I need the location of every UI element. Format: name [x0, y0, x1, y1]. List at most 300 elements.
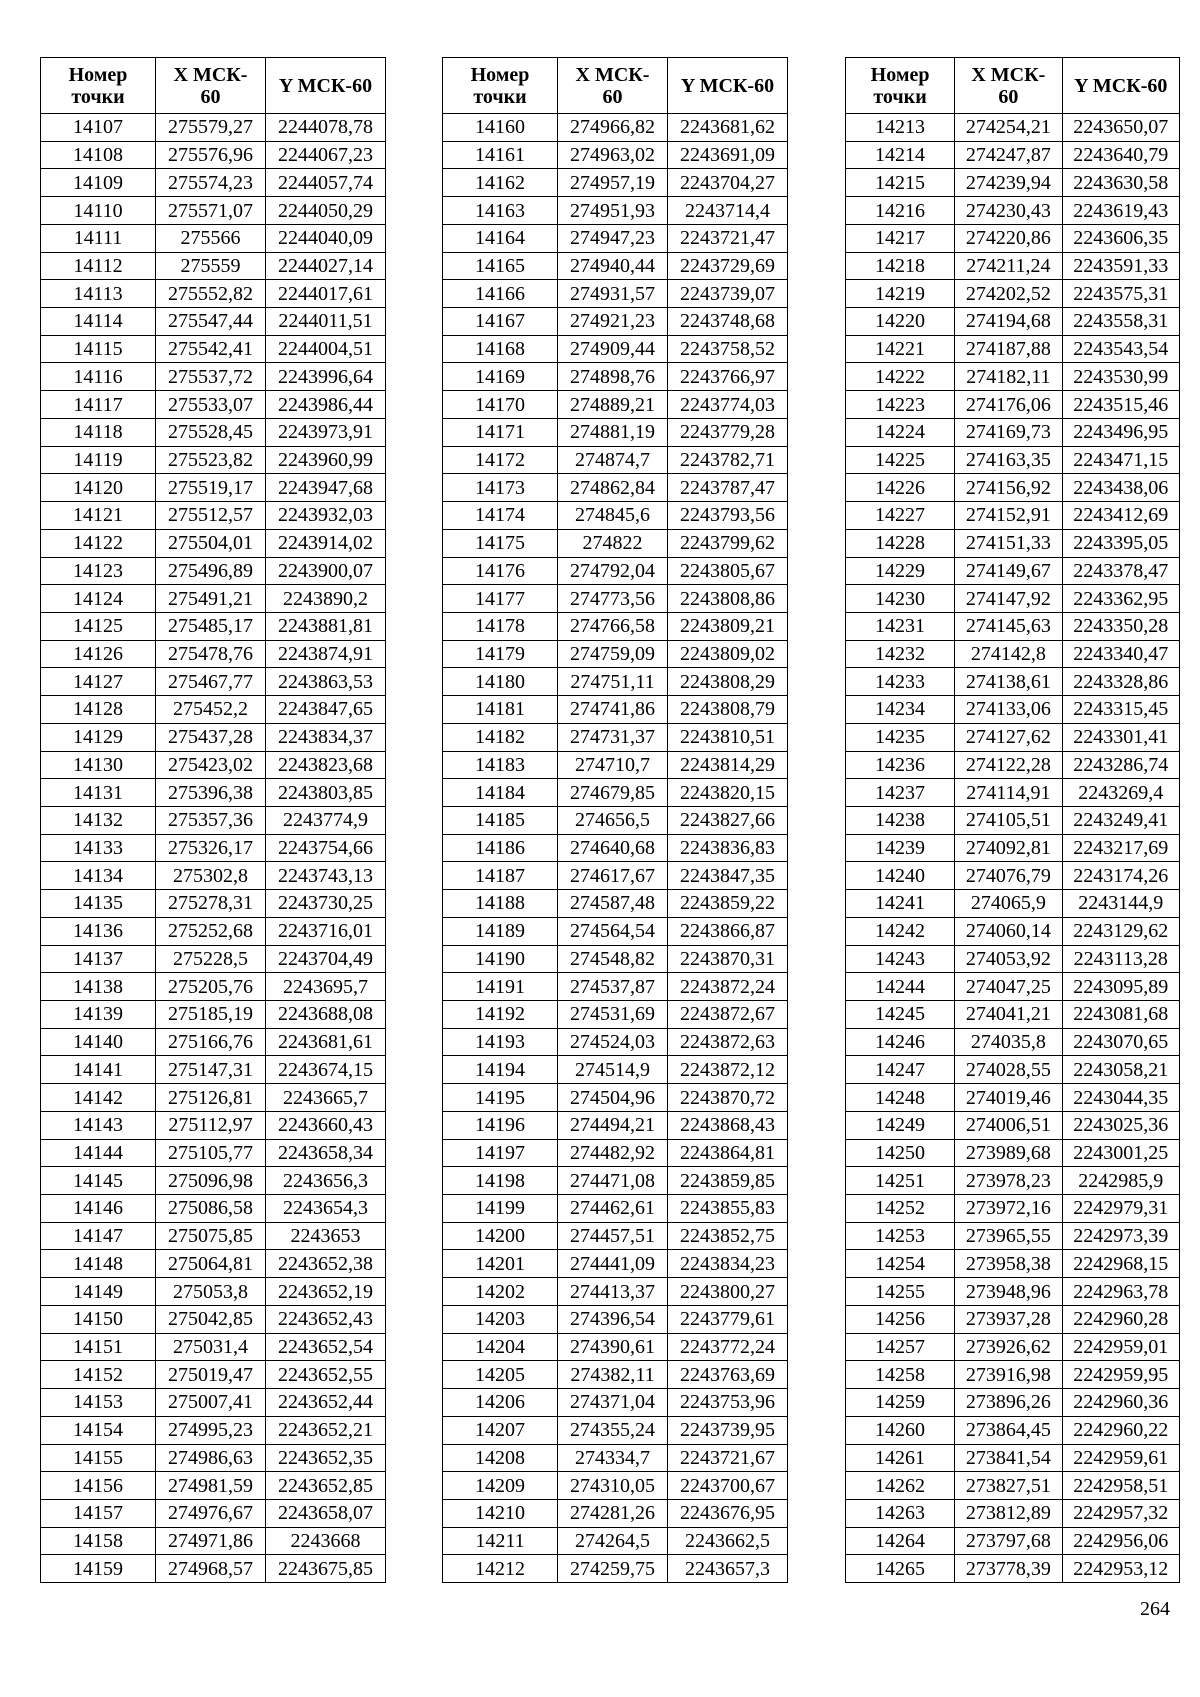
- point-number-cell: 14177: [443, 585, 558, 613]
- table-row: [41, 1444, 386, 1472]
- point-number-cell: 14118: [41, 418, 156, 446]
- table-row: [443, 1416, 788, 1444]
- table-row: [41, 1361, 386, 1389]
- x-coordinate-cell: 274019,46: [955, 1084, 1062, 1112]
- table-row: [41, 1278, 386, 1306]
- x-coordinate-cell: 274138,61: [955, 668, 1062, 696]
- x-coordinate-cell: 275075,85: [156, 1222, 266, 1250]
- point-number-cell: 14205: [443, 1361, 558, 1389]
- x-coordinate-cell: 275504,01: [156, 529, 266, 557]
- point-number-cell: 14144: [41, 1139, 156, 1167]
- y-coordinate-cell: 2243044,35: [1062, 1084, 1179, 1112]
- point-number-cell: 14246: [846, 1028, 955, 1056]
- x-coordinate-cell: 274028,55: [955, 1056, 1062, 1084]
- table-row: [41, 363, 386, 391]
- y-coordinate-cell: 2243695,7: [266, 973, 386, 1001]
- table-row: [443, 529, 788, 557]
- y-coordinate-cell: 2243652,21: [266, 1416, 386, 1444]
- table-row: [846, 1333, 1180, 1361]
- point-number-cell: 14125: [41, 612, 156, 640]
- x-coordinate-cell: 274898,76: [558, 363, 668, 391]
- y-coordinate-cell: 2243591,33: [1062, 252, 1179, 280]
- point-number-cell: 14249: [846, 1111, 955, 1139]
- y-coordinate-cell: 2243378,47: [1062, 557, 1179, 585]
- table-row: [846, 806, 1180, 834]
- point-number-cell: 14229: [846, 557, 955, 585]
- table-row: [846, 612, 1180, 640]
- table-row: [41, 502, 386, 530]
- x-coordinate-cell: 275302,8: [156, 862, 266, 890]
- y-coordinate-cell: 2243328,86: [1062, 668, 1179, 696]
- table-row: [846, 1195, 1180, 1223]
- x-coordinate-cell: 275574,23: [156, 169, 266, 197]
- table-row: [41, 391, 386, 419]
- point-number-cell: 14158: [41, 1527, 156, 1555]
- x-coordinate-cell: 274504,96: [558, 1084, 668, 1112]
- point-number-cell: 14126: [41, 640, 156, 668]
- point-number-cell: 14141: [41, 1056, 156, 1084]
- y-coordinate-cell: 2243855,83: [668, 1195, 788, 1223]
- x-coordinate-cell: 275166,76: [156, 1028, 266, 1056]
- y-coordinate-cell: 2243652,44: [266, 1389, 386, 1417]
- point-number-cell: 14250: [846, 1139, 955, 1167]
- table-row: [41, 585, 386, 613]
- table-row: [846, 668, 1180, 696]
- table-row: [41, 834, 386, 862]
- point-number-cell: 14175: [443, 529, 558, 557]
- x-coordinate-cell: 274156,92: [955, 474, 1062, 502]
- point-number-cell: 14115: [41, 335, 156, 363]
- y-coordinate-cell: 2243619,43: [1062, 197, 1179, 225]
- x-coordinate-cell: 274931,57: [558, 280, 668, 308]
- x-coordinate-cell: 275228,5: [156, 945, 266, 973]
- table-row: [443, 1472, 788, 1500]
- table-row: [443, 806, 788, 834]
- y-coordinate-cell: 2242956,06: [1062, 1527, 1179, 1555]
- y-coordinate-cell: 2243743,13: [266, 862, 386, 890]
- x-coordinate-cell: 274986,63: [156, 1444, 266, 1472]
- y-coordinate-cell: 2243301,41: [1062, 723, 1179, 751]
- point-number-cell: 14224: [846, 418, 955, 446]
- x-coordinate-cell: 274211,24: [955, 252, 1062, 280]
- y-coordinate-cell: 2243914,02: [266, 529, 386, 557]
- x-coordinate-cell: 274951,93: [558, 197, 668, 225]
- x-coordinate-cell: 274334,7: [558, 1444, 668, 1472]
- point-number-cell: 14221: [846, 335, 955, 363]
- y-coordinate-cell: 2243836,83: [668, 834, 788, 862]
- table-row: [41, 1195, 386, 1223]
- table-row: [41, 224, 386, 252]
- y-coordinate-cell: 2243652,19: [266, 1278, 386, 1306]
- x-coordinate-cell: 273896,26: [955, 1389, 1062, 1417]
- point-number-cell: 14148: [41, 1250, 156, 1278]
- y-coordinate-cell: 2243870,72: [668, 1084, 788, 1112]
- x-coordinate-cell: 274462,61: [558, 1195, 668, 1223]
- y-coordinate-cell: 2243700,67: [668, 1472, 788, 1500]
- table-row: [443, 308, 788, 336]
- y-coordinate-cell: 2243866,87: [668, 917, 788, 945]
- table-row: [846, 1555, 1180, 1583]
- point-number-cell: 14184: [443, 779, 558, 807]
- table-row: [443, 1333, 788, 1361]
- x-coordinate-cell: 274995,23: [156, 1416, 266, 1444]
- point-number-cell: 14159: [41, 1555, 156, 1583]
- x-coordinate-cell: 274390,61: [558, 1333, 668, 1361]
- y-coordinate-cell: 2243674,15: [266, 1056, 386, 1084]
- point-number-cell: 14244: [846, 973, 955, 1001]
- table-row: [443, 418, 788, 446]
- x-coordinate-cell: 275019,47: [156, 1361, 266, 1389]
- table-row: [41, 1389, 386, 1417]
- x-coordinate-cell: 274617,67: [558, 862, 668, 890]
- point-number-cell: 14237: [846, 779, 955, 807]
- table-row: [846, 1250, 1180, 1278]
- point-number-cell: 14253: [846, 1222, 955, 1250]
- y-coordinate-cell: 2243412,69: [1062, 502, 1179, 530]
- point-number-cell: 14147: [41, 1222, 156, 1250]
- point-number-cell: 14262: [846, 1472, 955, 1500]
- table-row: [41, 640, 386, 668]
- x-coordinate-cell: 274133,06: [955, 696, 1062, 724]
- table-row: [41, 141, 386, 169]
- point-number-cell: 14199: [443, 1195, 558, 1223]
- point-number-cell: 14213: [846, 114, 955, 142]
- point-number-cell: 14107: [41, 114, 156, 142]
- y-coordinate-cell: 2243868,43: [668, 1111, 788, 1139]
- x-coordinate-cell: 275086,58: [156, 1195, 266, 1223]
- table-row: [41, 1139, 386, 1167]
- point-number-cell: 14196: [443, 1111, 558, 1139]
- table-row: [846, 1111, 1180, 1139]
- y-coordinate-cell: 2242957,32: [1062, 1499, 1179, 1527]
- y-coordinate-cell: 2243881,81: [266, 612, 386, 640]
- header-x-msk60: X МСК- 60: [955, 58, 1062, 114]
- y-coordinate-cell: 2243986,44: [266, 391, 386, 419]
- point-number-cell: 14263: [846, 1499, 955, 1527]
- y-coordinate-cell: 2243782,71: [668, 446, 788, 474]
- x-coordinate-cell: 274548,82: [558, 945, 668, 973]
- x-coordinate-cell: 274822: [558, 529, 668, 557]
- y-coordinate-cell: 2244057,74: [266, 169, 386, 197]
- table-row: [41, 474, 386, 502]
- table-row: [443, 1499, 788, 1527]
- point-number-cell: 14212: [443, 1555, 558, 1583]
- table-row: [41, 862, 386, 890]
- y-coordinate-cell: 2242960,36: [1062, 1389, 1179, 1417]
- x-coordinate-cell: 274679,85: [558, 779, 668, 807]
- y-coordinate-cell: 2243852,75: [668, 1222, 788, 1250]
- table-row: [846, 585, 1180, 613]
- x-coordinate-cell: 274881,19: [558, 418, 668, 446]
- point-number-cell: 14206: [443, 1389, 558, 1417]
- table-row: [443, 723, 788, 751]
- y-coordinate-cell: 2242953,12: [1062, 1555, 1179, 1583]
- point-number-cell: 14228: [846, 529, 955, 557]
- x-coordinate-cell: 274041,21: [955, 1001, 1062, 1029]
- table-row: [443, 890, 788, 918]
- y-coordinate-cell: 2243809,21: [668, 612, 788, 640]
- y-coordinate-cell: 2243217,69: [1062, 834, 1179, 862]
- y-coordinate-cell: 2243870,31: [668, 945, 788, 973]
- x-coordinate-cell: 275357,36: [156, 806, 266, 834]
- y-coordinate-cell: 2242959,01: [1062, 1333, 1179, 1361]
- y-coordinate-cell: 2243471,15: [1062, 446, 1179, 474]
- point-number-cell: 14231: [846, 612, 955, 640]
- x-coordinate-cell: 274968,57: [156, 1555, 266, 1583]
- y-coordinate-cell: 2243808,86: [668, 585, 788, 613]
- point-number-cell: 14170: [443, 391, 558, 419]
- x-coordinate-cell: 274514,9: [558, 1056, 668, 1084]
- y-coordinate-cell: 2243834,37: [266, 723, 386, 751]
- table-row: [41, 696, 386, 724]
- point-number-cell: 14190: [443, 945, 558, 973]
- y-coordinate-cell: 2243809,02: [668, 640, 788, 668]
- point-number-cell: 14119: [41, 446, 156, 474]
- x-coordinate-cell: 275147,31: [156, 1056, 266, 1084]
- point-number-cell: 14178: [443, 612, 558, 640]
- y-coordinate-cell: 2244011,51: [266, 308, 386, 336]
- y-coordinate-cell: 2243947,68: [266, 474, 386, 502]
- table-row: [443, 945, 788, 973]
- y-coordinate-cell: 2243772,24: [668, 1333, 788, 1361]
- x-coordinate-cell: 274981,59: [156, 1472, 266, 1500]
- point-number-cell: 14163: [443, 197, 558, 225]
- coordinate-table-1: [40, 57, 386, 1583]
- y-coordinate-cell: 2243658,07: [266, 1499, 386, 1527]
- point-number-cell: 14232: [846, 640, 955, 668]
- point-number-cell: 14131: [41, 779, 156, 807]
- y-coordinate-cell: 2243668: [266, 1527, 386, 1555]
- y-coordinate-cell: 2243803,85: [266, 779, 386, 807]
- y-coordinate-cell: 2243932,03: [266, 502, 386, 530]
- table-row: [443, 1278, 788, 1306]
- y-coordinate-cell: 2243640,79: [1062, 141, 1179, 169]
- y-coordinate-cell: 2243681,62: [668, 114, 788, 142]
- y-coordinate-cell: 2243658,34: [266, 1139, 386, 1167]
- point-number-cell: 14243: [846, 945, 955, 973]
- x-coordinate-cell: 274149,67: [955, 557, 1062, 585]
- table-row: [41, 1305, 386, 1333]
- x-coordinate-cell: 273827,51: [955, 1472, 1062, 1500]
- y-coordinate-cell: 2243814,29: [668, 751, 788, 779]
- table-row: [443, 1222, 788, 1250]
- y-coordinate-cell: 2243823,68: [266, 751, 386, 779]
- table-row: [41, 446, 386, 474]
- x-coordinate-cell: 274122,28: [955, 751, 1062, 779]
- table-body: [443, 114, 788, 1583]
- table-row: [443, 252, 788, 280]
- table-row: [846, 363, 1180, 391]
- table-row: [443, 1111, 788, 1139]
- x-coordinate-cell: 274564,54: [558, 917, 668, 945]
- point-number-cell: 14222: [846, 363, 955, 391]
- point-number-cell: 14240: [846, 862, 955, 890]
- table-row: [846, 1305, 1180, 1333]
- table-row: [443, 557, 788, 585]
- table-row: [846, 723, 1180, 751]
- table-row: [846, 1527, 1180, 1555]
- x-coordinate-cell: 274281,26: [558, 1499, 668, 1527]
- table-row: [41, 668, 386, 696]
- table-row: [41, 973, 386, 1001]
- x-coordinate-cell: 274889,21: [558, 391, 668, 419]
- table-row: [846, 1056, 1180, 1084]
- x-coordinate-cell: 274759,09: [558, 640, 668, 668]
- table-row: [846, 114, 1180, 142]
- x-coordinate-cell: 274176,06: [955, 391, 1062, 419]
- x-coordinate-cell: 273926,62: [955, 1333, 1062, 1361]
- y-coordinate-cell: 2243575,31: [1062, 280, 1179, 308]
- point-number-cell: 14187: [443, 862, 558, 890]
- table-row: [443, 141, 788, 169]
- x-coordinate-cell: 274921,23: [558, 308, 668, 336]
- table-row: [443, 1555, 788, 1583]
- table-row: [443, 1167, 788, 1195]
- x-coordinate-cell: 274966,82: [558, 114, 668, 142]
- table-row: [846, 141, 1180, 169]
- x-coordinate-cell: 274147,92: [955, 585, 1062, 613]
- y-coordinate-cell: 2243362,95: [1062, 585, 1179, 613]
- y-coordinate-cell: 2243799,62: [668, 529, 788, 557]
- y-coordinate-cell: 2243704,49: [266, 945, 386, 973]
- y-coordinate-cell: 2243652,35: [266, 1444, 386, 1472]
- point-number-cell: 14198: [443, 1167, 558, 1195]
- table-row: [443, 751, 788, 779]
- y-coordinate-cell: 2242963,78: [1062, 1278, 1179, 1306]
- header-point-number: Номер точки: [443, 58, 558, 114]
- point-number-cell: 14230: [846, 585, 955, 613]
- x-coordinate-cell: 273864,45: [955, 1416, 1062, 1444]
- x-coordinate-cell: 274220,86: [955, 224, 1062, 252]
- y-coordinate-cell: 2243748,68: [668, 308, 788, 336]
- table-row: [443, 1195, 788, 1223]
- y-coordinate-cell: 2243691,09: [668, 141, 788, 169]
- x-coordinate-cell: 275579,27: [156, 114, 266, 142]
- x-coordinate-cell: 275423,02: [156, 751, 266, 779]
- x-coordinate-cell: 274145,63: [955, 612, 1062, 640]
- y-coordinate-cell: 2243872,63: [668, 1028, 788, 1056]
- table-row: [846, 280, 1180, 308]
- point-number-cell: 14191: [443, 973, 558, 1001]
- x-coordinate-cell: 275096,98: [156, 1167, 266, 1195]
- y-coordinate-cell: 2244050,29: [266, 197, 386, 225]
- x-coordinate-cell: 274382,11: [558, 1361, 668, 1389]
- x-coordinate-cell: 274163,35: [955, 446, 1062, 474]
- y-coordinate-cell: 2243890,2: [266, 585, 386, 613]
- point-number-cell: 14216: [846, 197, 955, 225]
- y-coordinate-cell: 2242959,95: [1062, 1361, 1179, 1389]
- point-number-cell: 14176: [443, 557, 558, 585]
- y-coordinate-cell: 2243721,47: [668, 224, 788, 252]
- point-number-cell: 14168: [443, 335, 558, 363]
- x-coordinate-cell: 274152,91: [955, 502, 1062, 530]
- table-header: [443, 58, 788, 114]
- point-number-cell: 14145: [41, 1167, 156, 1195]
- x-coordinate-cell: 273972,16: [955, 1195, 1062, 1223]
- point-number-cell: 14154: [41, 1416, 156, 1444]
- point-number-cell: 14248: [846, 1084, 955, 1112]
- x-coordinate-cell: 274531,69: [558, 1001, 668, 1029]
- point-number-cell: 14259: [846, 1389, 955, 1417]
- x-coordinate-cell: 274862,84: [558, 474, 668, 502]
- point-number-cell: 14202: [443, 1278, 558, 1306]
- y-coordinate-cell: 2243827,66: [668, 806, 788, 834]
- x-coordinate-cell: 275278,31: [156, 890, 266, 918]
- y-coordinate-cell: 2243787,47: [668, 474, 788, 502]
- point-number-cell: 14219: [846, 280, 955, 308]
- y-coordinate-cell: 2243900,07: [266, 557, 386, 585]
- table-row: [41, 1028, 386, 1056]
- y-coordinate-cell: 2243730,25: [266, 890, 386, 918]
- y-coordinate-cell: 2243652,43: [266, 1305, 386, 1333]
- point-number-cell: 14172: [443, 446, 558, 474]
- x-coordinate-cell: 274239,94: [955, 169, 1062, 197]
- table-row: [41, 1111, 386, 1139]
- x-coordinate-cell: 275064,81: [156, 1250, 266, 1278]
- header-y-msk60: Y МСК-60: [668, 58, 788, 114]
- point-number-cell: 14245: [846, 1001, 955, 1029]
- y-coordinate-cell: 2243070,65: [1062, 1028, 1179, 1056]
- y-coordinate-cell: 2243847,65: [266, 696, 386, 724]
- x-coordinate-cell: 274413,37: [558, 1278, 668, 1306]
- y-coordinate-cell: 2243774,03: [668, 391, 788, 419]
- table-body: [846, 114, 1180, 1583]
- y-coordinate-cell: 2243662,5: [668, 1527, 788, 1555]
- point-number-cell: 14215: [846, 169, 955, 197]
- point-number-cell: 14166: [443, 280, 558, 308]
- x-coordinate-cell: 274976,67: [156, 1499, 266, 1527]
- header-x-msk60: X МСК- 60: [156, 58, 266, 114]
- point-number-cell: 14120: [41, 474, 156, 502]
- header-row: [846, 58, 1180, 114]
- table-row: [443, 363, 788, 391]
- x-coordinate-cell: 275053,8: [156, 1278, 266, 1306]
- x-coordinate-cell: 275576,96: [156, 141, 266, 169]
- x-coordinate-cell: 274396,54: [558, 1305, 668, 1333]
- point-number-cell: 14164: [443, 224, 558, 252]
- y-coordinate-cell: 2243779,61: [668, 1305, 788, 1333]
- table-row: [443, 1056, 788, 1084]
- point-number-cell: 14214: [846, 141, 955, 169]
- x-coordinate-cell: 274142,8: [955, 640, 1062, 668]
- y-coordinate-cell: 2243350,28: [1062, 612, 1179, 640]
- table-row: [846, 1444, 1180, 1472]
- table-row: [443, 640, 788, 668]
- table-row: [41, 1333, 386, 1361]
- x-coordinate-cell: 274035,8: [955, 1028, 1062, 1056]
- point-number-cell: 14111: [41, 224, 156, 252]
- x-coordinate-cell: 274182,11: [955, 363, 1062, 391]
- y-coordinate-cell: 2243808,79: [668, 696, 788, 724]
- table-row: [41, 806, 386, 834]
- table-row: [846, 973, 1180, 1001]
- point-number-cell: 14116: [41, 363, 156, 391]
- point-number-cell: 14233: [846, 668, 955, 696]
- point-number-cell: 14208: [443, 1444, 558, 1472]
- table-row: [443, 335, 788, 363]
- y-coordinate-cell: 2243340,47: [1062, 640, 1179, 668]
- point-number-cell: 14124: [41, 585, 156, 613]
- point-number-cell: 14157: [41, 1499, 156, 1527]
- y-coordinate-cell: 2244004,51: [266, 335, 386, 363]
- y-coordinate-cell: 2243656,3: [266, 1167, 386, 1195]
- table-row: [846, 1222, 1180, 1250]
- table-row: [41, 1167, 386, 1195]
- page-number: 264: [1140, 1598, 1170, 1620]
- y-coordinate-cell: 2243864,81: [668, 1139, 788, 1167]
- point-number-cell: 14132: [41, 806, 156, 834]
- coordinate-table-2: [442, 57, 788, 1583]
